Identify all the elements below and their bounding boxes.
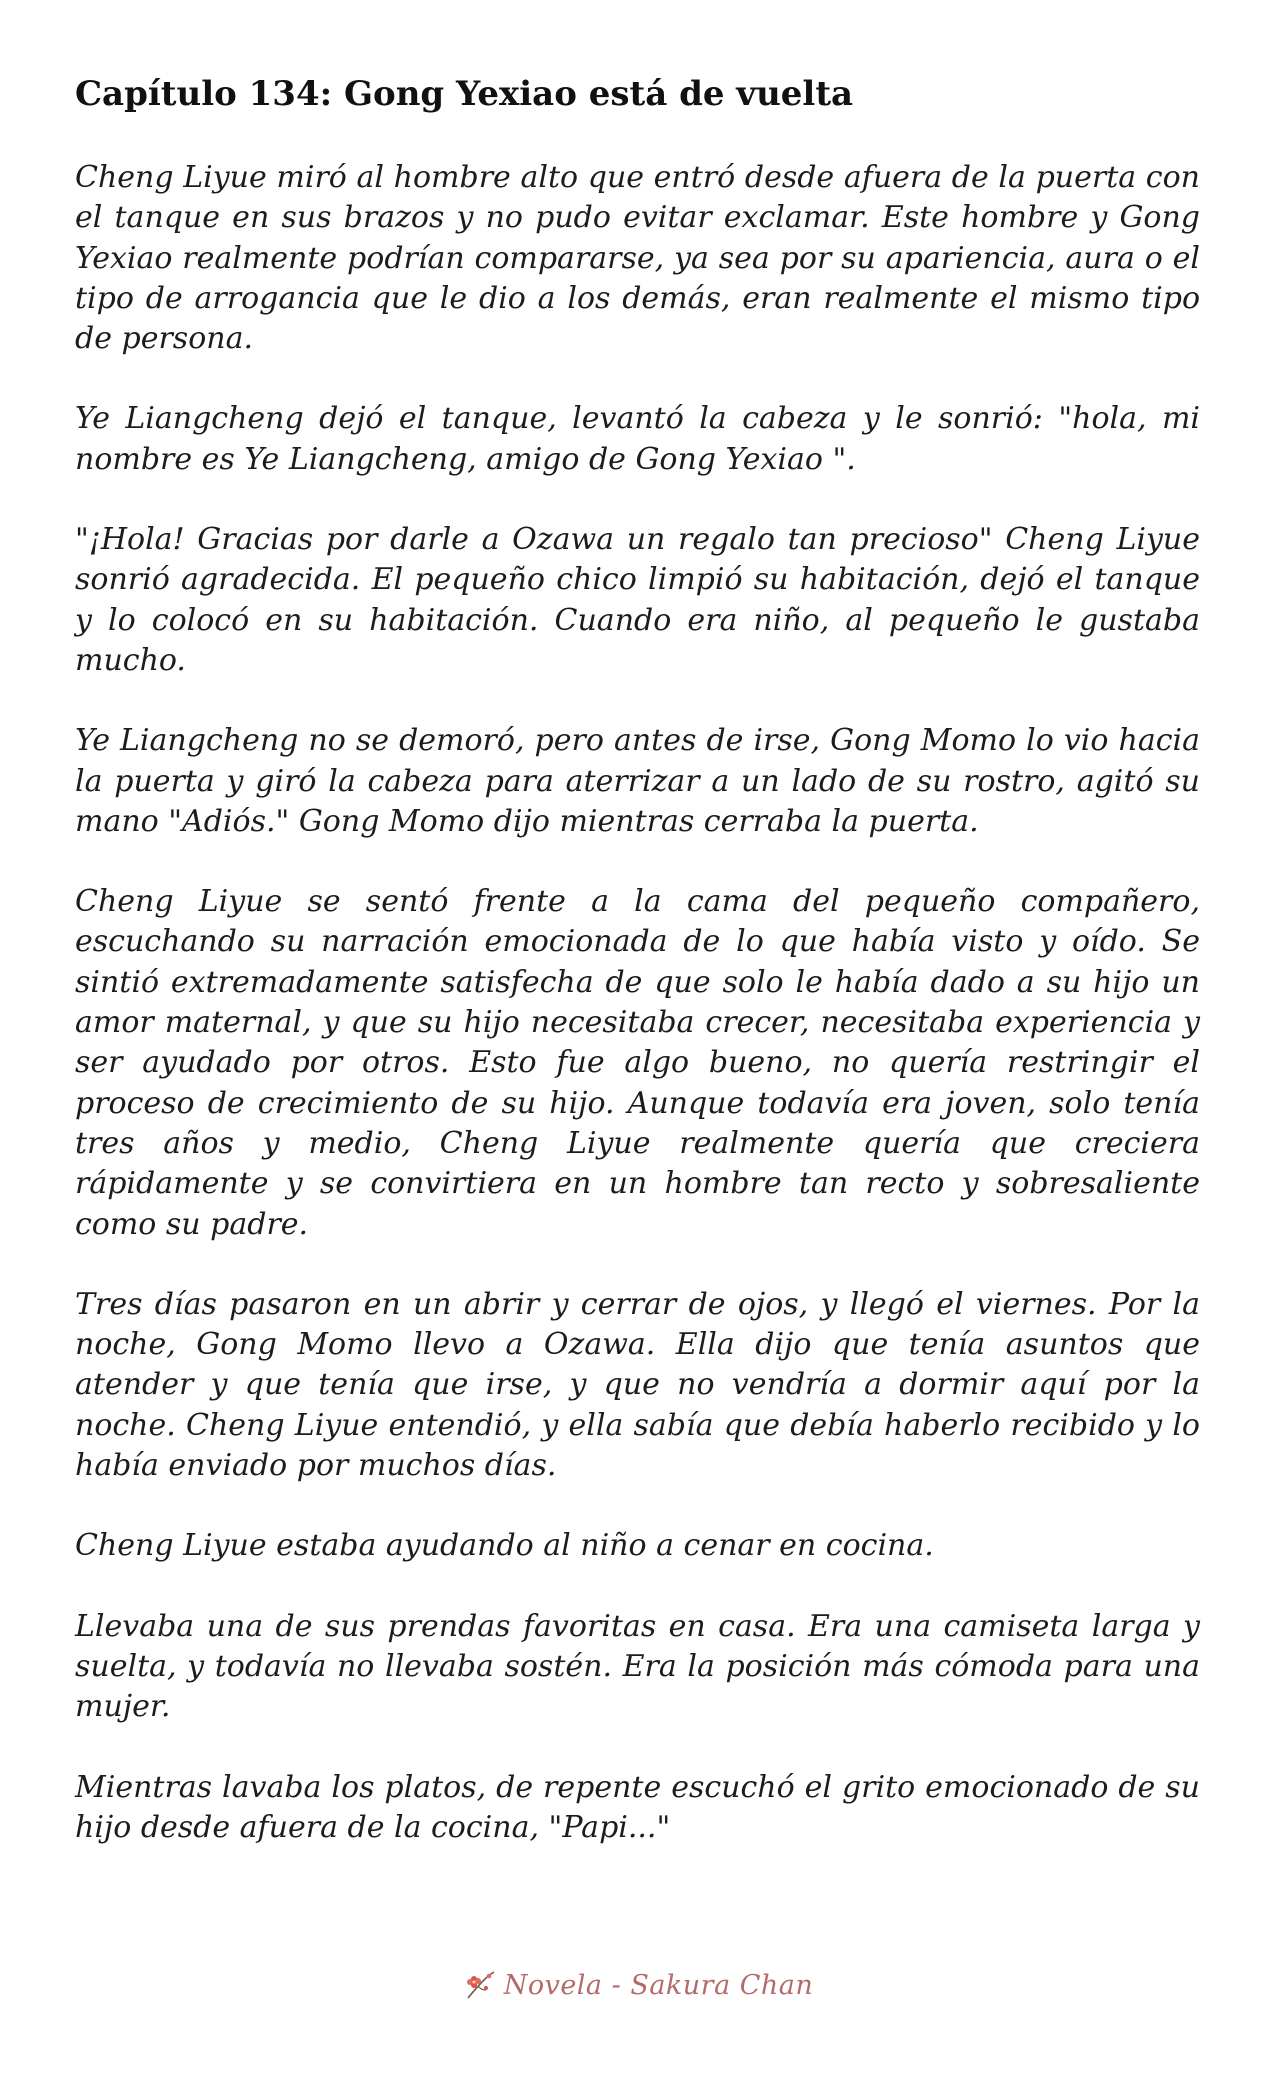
sakura-flower-icon [462, 1968, 498, 2002]
paragraph: Ye Liangcheng no se demoró, pero antes de irse, Gong Momo lo vio hacia la puerta y giró la cabeza para aterrizar a un lado de su rostro, agitó su mano "Adiós." Gong Momo dijo mientras cerraba la puerta. [75, 723, 1200, 839]
paragraph: Tres días pasaron en un abrir y cerrar de ojos, y llegó el viernes. Por la noche, Gong Momo llevo a Ozawa. Ella dijo que tenía asuntos que atender y que tenía que irse, y que no vendría a dormir aquí por la noche. Cheng Liyue entendió, y ella sabía que debía haberlo recibido y lo había enviado por muchos días. [75, 1286, 1200, 1484]
paragraph: Mientras lavaba los platos, de repente escuchó el grito emocionado de su hijo desde afuera de la cocina, "Papi..." [75, 1769, 1200, 1845]
watermark-group [462, 1968, 814, 2002]
paragraph: Ye Liangcheng dejó el tanque, levantó la cabeza y le sonrió: "hola, mi nombre es Ye Liangcheng, amigo de Gong Yexiao ". [75, 401, 1200, 477]
paragraph: Cheng Liyue se sentó frente a la cama del pequeño compañero, escuchando su narración emocionada de lo que había visto y oído. Se sintió extremadamente satisfecha de que solo le había dado a su hijo un amor maternal, y que su hijo necesitaba crecer, necesitaba experiencia y ser ayudado por otros. Esto fue algo bueno, no quería restringir el proceso de crecimiento de su hijo. Aunque todavía era joven, solo tenía tres años y medio, Cheng Liyue realmente quería que creciera rápidamente y se convirtiera en un hombre tan recto y sobresaliente como su padre. [75, 884, 1200, 1242]
paragraph: Llevaba una de sus prendas favoritas en casa. Era una camiseta larga y suelta, y todavía no llevaba sostén. Era la posición más cómoda para una mujer. [75, 1608, 1200, 1725]
document-page [75, 72, 1200, 1888]
paragraph: Cheng Liyue estaba ayudando al niño a cenar en cocina. [75, 1528, 934, 1564]
chapter-title: Capítulo 134: Gong Yexiao está de vuelta [75, 74, 854, 114]
paragraph: Cheng Liyue miró al hombre alto que entró desde afuera de la puerta con el tanque en sus brazos y no pudo evitar exclamar. Este hombre y Gong Yexiao realmente podrían compararse, ya sea por su apariencia, aura o el tipo de arrogancia que le dio a los demás, eran realmente el mismo tipo de persona. [75, 160, 1200, 357]
paragraph: "¡Hola! Gracias por darle a Ozawa un regalo tan precioso" Cheng Liyue sonrió agradecida. El pequeño chico limpió su habitación, dejó el tanque y lo colocó en su habitación. Cuando era niño, al pequeño le gustaba mucho. [75, 522, 1200, 678]
footer-watermark [0, 1968, 1275, 2002]
watermark-text: Novela - Sakura Chan [503, 1969, 814, 2001]
